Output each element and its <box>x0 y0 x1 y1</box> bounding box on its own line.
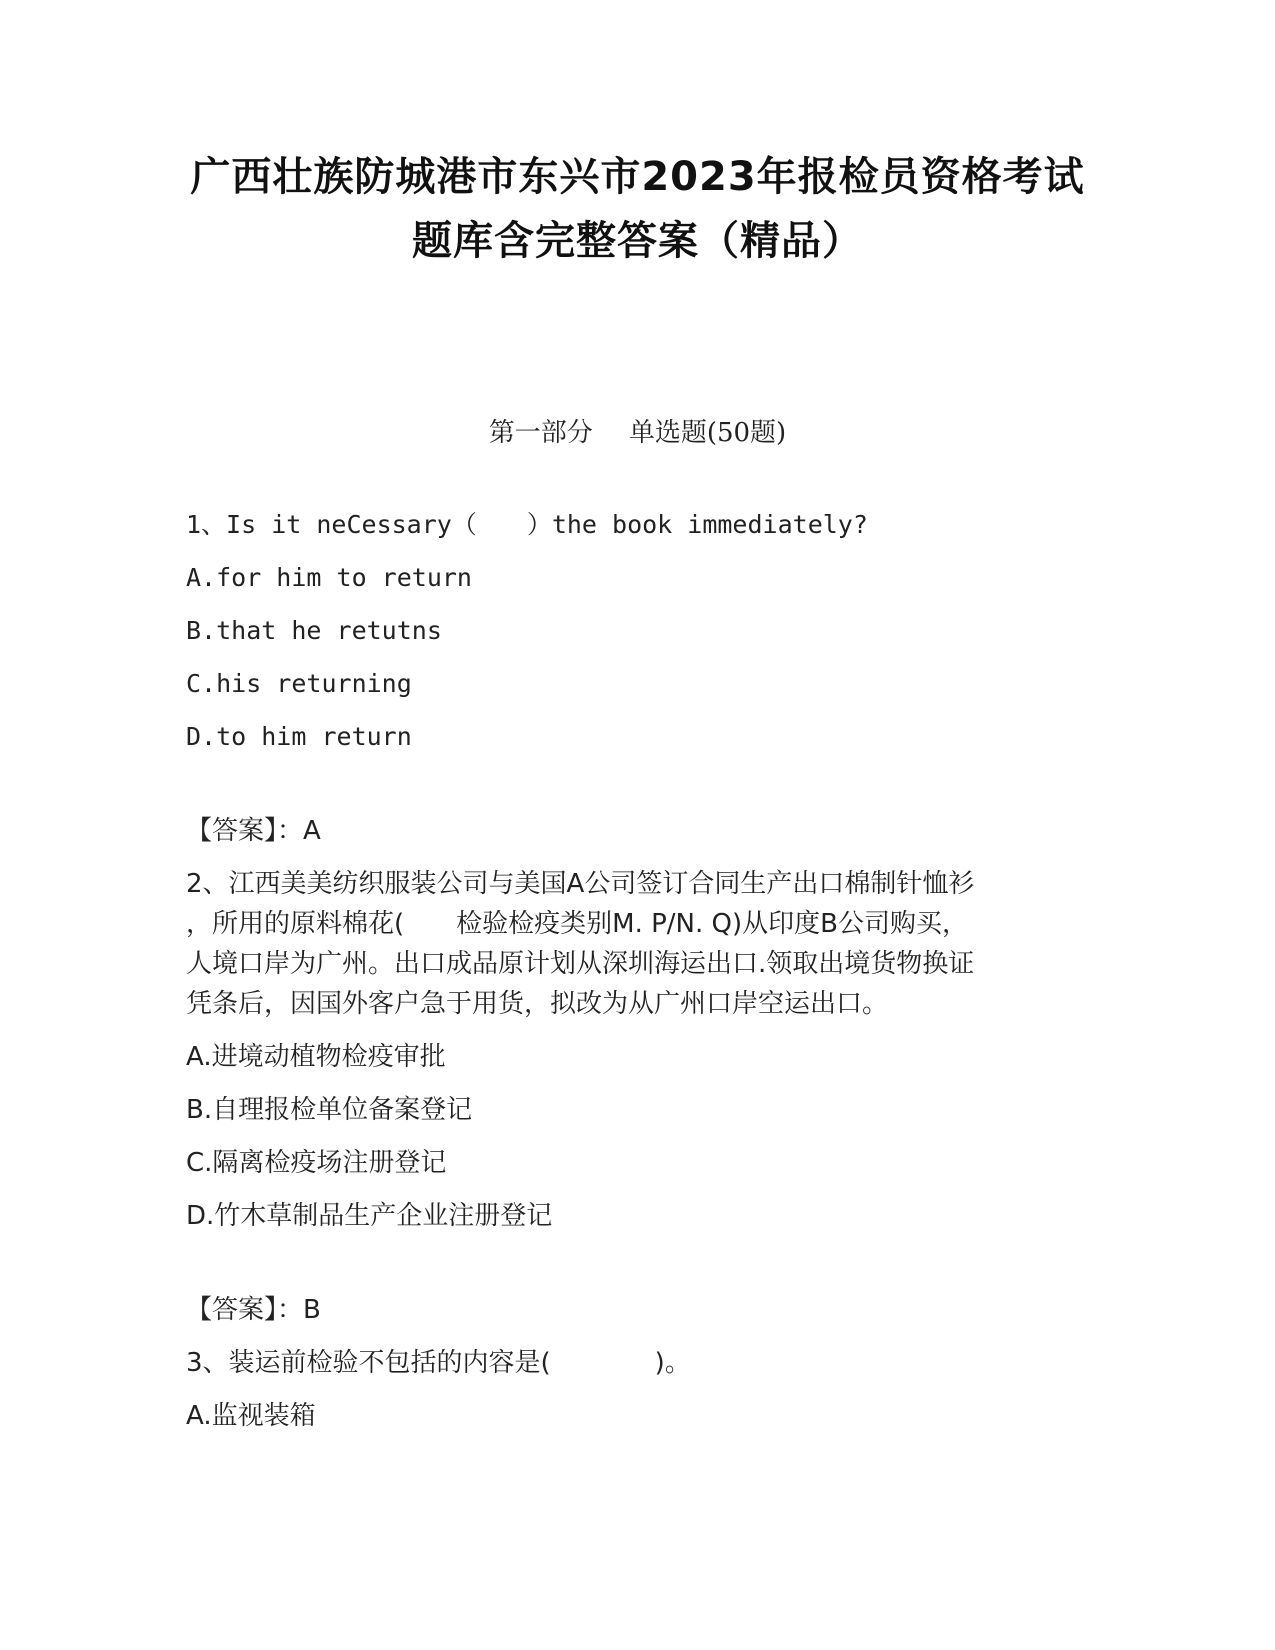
section-heading-type: 单选题(50题) <box>628 418 787 448</box>
question-1-option-c: C.his returning <box>186 669 412 698</box>
question-2-option-a: A.进境动植物检疫审批 <box>186 1042 446 1072</box>
question-3-stem: 3、装运前检验不包括的内容是( )。 <box>186 1348 691 1378</box>
question-2-stem-line-3: 人境口岸为广州。出口成品原计划从深圳海运出口.领取出境货物换证 <box>186 949 975 979</box>
question-2-option-b: B.自理报检单位备案登记 <box>186 1095 473 1125</box>
question-2-stem-line-4: 凭条后，因国外客户急于用货，拟改为从广州口岸空运出口。 <box>186 989 889 1019</box>
question-1-option-a: A.for him to return <box>186 563 472 592</box>
question-2-option-d: D.竹木草制品生产企业注册登记 <box>186 1201 553 1231</box>
question-1-answer: 【答案】：A <box>186 816 321 846</box>
question-1-option-d: D.to him return <box>186 722 412 751</box>
section-heading-part: 第一部分 <box>488 418 593 448</box>
section-heading <box>0 416 1275 450</box>
document-title-line-1: 广西壮族防城港市东兴市2023年报检员资格考试 <box>190 154 1085 200</box>
question-3-option-a: A.监视装箱 <box>186 1401 316 1431</box>
question-2-answer: 【答案】：B <box>186 1295 321 1325</box>
question-1-stem: 1、Is it neCessary（ ）the book immediately? <box>186 510 868 539</box>
question-2-stem-line-2: ，所用的原料棉花( 检验检疫类别M. P/N. Q)从印度B公司购买， <box>186 909 968 939</box>
question-2-option-c: C.隔离检疫场注册登记 <box>186 1148 447 1178</box>
question-2-stem-line-1: 2、江西美美纺织服装公司与美国A公司签订合同生产出口棉制针恤衫 <box>186 869 975 899</box>
question-1-option-b: B.that he retutns <box>186 616 442 645</box>
document-title-line-2: 题库含完整答案（精品） <box>412 218 863 264</box>
